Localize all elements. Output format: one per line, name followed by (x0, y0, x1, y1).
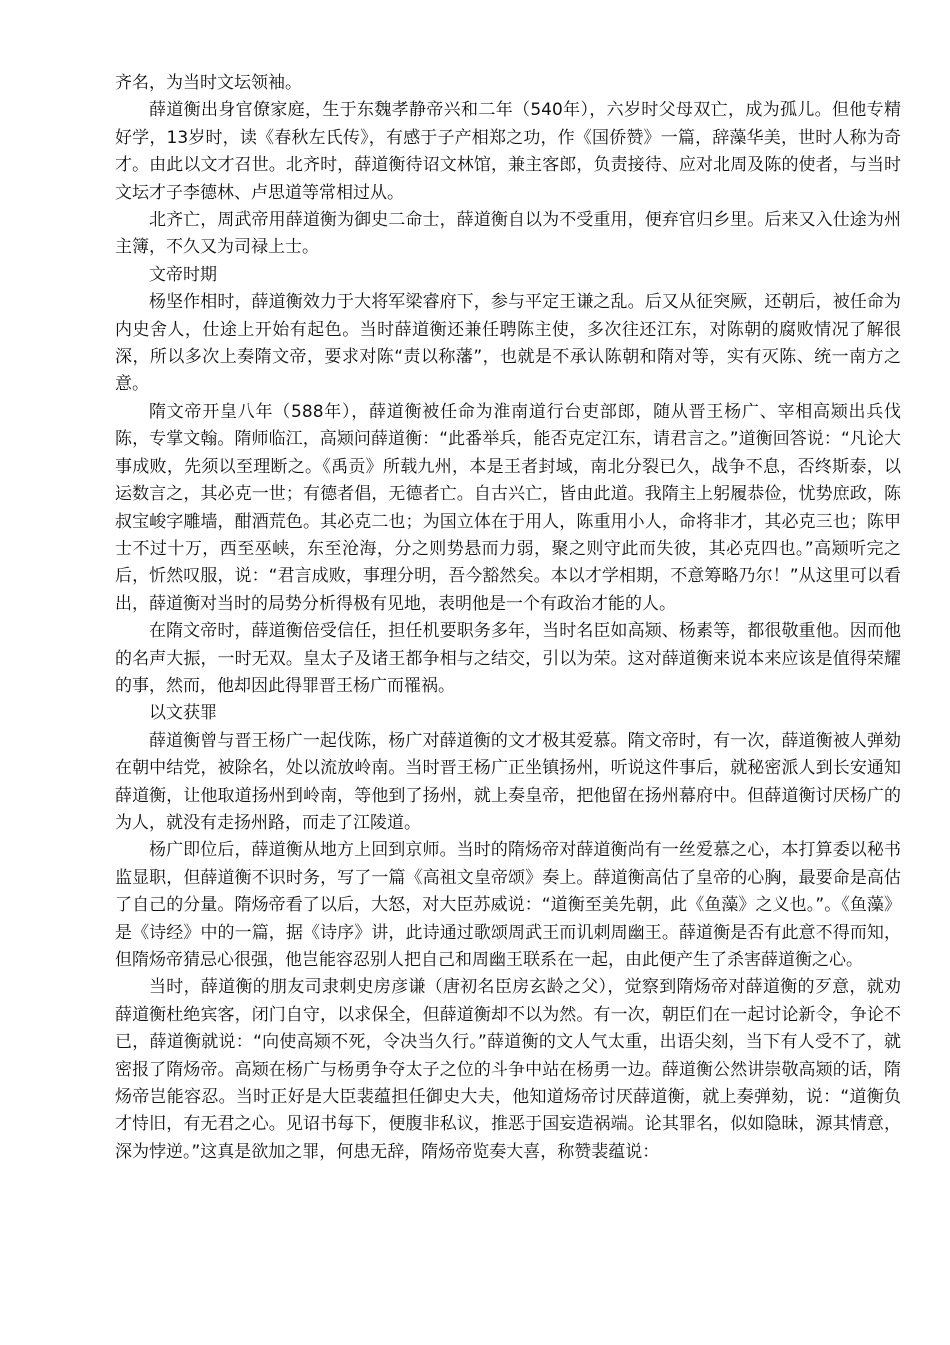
section-heading-wendi: 文帝时期 (149, 264, 217, 285)
paragraph-impeachment: 当时，薛道衡的朋友司隶刺史房彦谦（唐初名臣房玄龄之父），觉察到隋炀帝对薛道衡的歹意，就劝薛道衡杜绝宾客，闭门自守，以求保全，但薛道衡却不以为然。有一次，朝臣们在一起讨论新令，争论不已，薛道衡就说：“向使高颎不死，令决当久行。”薛道衡的文人气太重，出语尖刻，当下有人受不了，就密报了隋炀帝。高颎在杨广与杨勇争夺太子之位的斗争中站在杨勇一边。薛道衡公然讲崇敬高颎的话，隋炀帝岂能容忍。当时正好是大臣裴蕴担任御史大夫，他知道炀帝讨厌薛道衡，就上奏弹劾，说：“道衡负才恃旧，有无君之心。见诏书每下，便腹非私议，推恶于国妄造祸端。论其罪名，似如隐昧，源其情意，深为悖逆。”这真是欲加之罪，何患无辞，隋炀帝览奏大喜，称赞裴蕴说： (115, 977, 901, 1162)
paragraph-early-life: 薛道衡出身官僚家庭，生于东魏孝静帝兴和二年（540年），六岁时父母双亡，成为孤儿。但他专精好学，13岁时，读《春秋左氏传》，有感于子产相郑之功，作《国侨赞》一篇，辞藻华美，世时人称为奇才。由此以文才召世。北齐时，薛道衡待诏文林馆，兼主客郎，负责接待、应对北周及陈的使者，与当时文坛才子李德林、卢思道等常相过从。 (115, 100, 901, 203)
paragraph-continuation: 齐名，为当时文坛领袖。 (115, 73, 302, 93)
paragraph-yangdi-ode: 杨广即位后，薛道衡从地方上回到京师。当时的隋炀帝对薛道衡尚有一丝爱慕之心，本打算委以秘书监显职，但薛道衡不识时务，写了一篇《高祖文皇帝颂》奏上。薛道衡高估了皇帝的心胸，最要命是高估了自己的分量。隋炀帝看了以后，大怒，对大臣苏威说：“道衡至美先朝，此《鱼藻》之义也。”。《鱼藻》是《诗经》中的一篇，据《诗序》讲，此诗通过歌颂周武王而讥刺周幽王。薛道衡是否有此意不得而知，但隋炀帝猜忌心很强，他岂能容忍别人把自己和周幽王联系在一起，由此便产生了杀害薛道衡之心。 (115, 840, 901, 970)
paragraph-exile: 薛道衡曾与晋王杨广一起伐陈，杨广对薛道衡的文才极其爱慕。隋文帝时，有一次，薛道衡被人弹劾在朝中结党，被除名，处以流放岭南。当时晋王杨广正坐镇扬州，听说这件事后，就秘密派人到长安通知薛道衡，让他取道扬州到岭南，等他到了扬州，就上奏皇帝，把他留在扬州幕府中。但薛道衡讨厌杨广的为人，就没有走扬州路，而走了江陵道。 (115, 730, 901, 833)
paragraph-kaihuang-campaign: 隋文帝开皇八年（588年），薛道衡被任命为淮南道行台吏部郎，随从晋王杨广、宰相高颎出兵伐陈，专掌文翰。隋师临江，高颎问薛道衡：“此番举兵，能否克定江东，请君言之。”道衡回答说：“凡论大事成败，先须以至理断之。《禹贡》所载九州，本是王者封域，南北分裂已久，战争不息，否终斯泰，以运数言之，其必克一世；有德者倡，无德者亡。自古兴亡，皆由此道。我隋主上躬履恭俭，忧势庶政，陈叔宝峻字雕墙，酣酒荒色。其必克二也；为国立体在于用人，陈重用小人，命将非才，其必克三也；陈甲士不过十万，西至巫峡，东至沧海，分之则势悬而力弱，聚之则守此而失彼，其必克四也。”高颎听完之后，忻然叹服，说：“君言成败，事理分明，吾今豁然矣。本以才学相期，不意筹略乃尔！”从这里可以看出，薛道衡对当时的局势分析得极有见地，表明他是一个有政治才能的人。 (115, 401, 901, 614)
paragraph-trusted-minister: 在隋文帝时，薛道衡倍受信任，担任机要职务多年，当时名臣如高颎、杨素等，都很敬重他。因而他的名声大振，一时无双。皇太子及诸王都争相与之结交，引以为荣。这对薛道衡来说本来应该是值得荣耀的事，然而，他却因此得罪晋王杨广而罹祸。 (115, 621, 901, 696)
section-heading-punished: 以文获罪 (149, 703, 217, 724)
paragraph-yang-jian-era: 杨坚作相时，薛道衡效力于大将军梁睿府下，参与平定王谦之乱。后又从征突厥，还朝后，被任命为内史舍人，仕途上开始有起色。当时薛道衡还兼任聘陈主使，多次往还江东，对陈朝的腐败情况了解很深，所以多次上奏隋文帝，要求对陈“责以称藩”，也就是不承认陈朝和隋对等，实有灭陈、统一南方之意。 (115, 292, 901, 395)
paragraph-northern-qi-fall: 北齐亡，周武帝用薛道衡为御史二命士，薛道衡自以为不受重用，便弃官归乡里。后来又入仕途为州主簿，不久又为司禄上士。 (115, 210, 901, 258)
document-body (115, 70, 901, 1166)
